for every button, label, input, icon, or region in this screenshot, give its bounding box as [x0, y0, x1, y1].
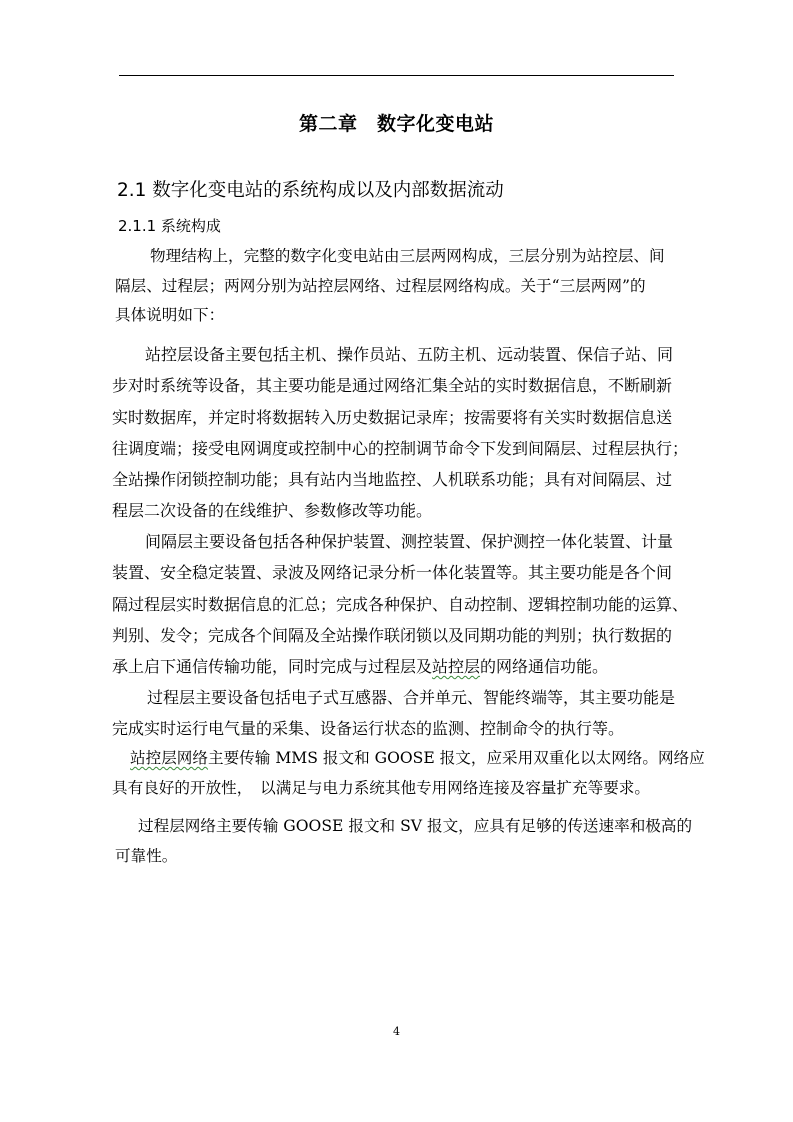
intro-paragraph — [112, 242, 674, 331]
spellcheck-marked-term[interactable]: 站控层网络 — [130, 749, 208, 767]
paragraph-line — [112, 744, 705, 774]
paragraph-line: 具体说明如下： — [115, 306, 225, 324]
paragraph-line: 全站操作闭锁控制功能；具有站内当地监控、人机联系功能；具有对间隔层、过 — [112, 470, 673, 490]
paragraph-line: 过程层主要设备包括电子式互感器、合并单元、智能终端等，其主要功能是 — [147, 688, 676, 707]
station-layer-paragraph — [112, 339, 689, 527]
paragraph-line: 步对时系统等设备，其主要功能是通过网络汇集全站的实时数据信息，不断刷新 — [112, 376, 673, 396]
line-text: 主要传输 MMS 报文和 GOOSE 报文，应采用双重化以太网络。网络应 — [207, 749, 705, 767]
line-text: 承上启下通信传输功能，同时完成与过程层及 — [112, 657, 433, 677]
paragraph-line: 可靠性。 — [115, 846, 178, 865]
paragraph-line-last — [112, 651, 674, 682]
process-layer-paragraph — [112, 682, 674, 745]
paragraph-line: 站控层设备主要包括主机、操作员站、五防主机、远动装置、保信子站、同 — [145, 345, 674, 364]
spellcheck-marked-term[interactable]: 站控层 — [432, 657, 481, 677]
paragraph-line: 具有良好的开放性， 以满足与电力系统其他专用网络连接及容量扩充等要求。 — [112, 778, 650, 797]
process-network-paragraph — [112, 812, 693, 871]
paragraph-line: 间隔层主要设备包括各种保护装置、测控装置、保护测控一体化装置、计量 — [145, 532, 674, 551]
paragraph-line: 程层二次设备的在线维护、参数修改等功能。 — [112, 501, 433, 521]
bay-layer-paragraph — [112, 526, 689, 682]
paragraph-line: 隔层、过程层；两网分别为站控层网络、过程层网络构成。关于“三层两网”的 — [115, 276, 646, 295]
chapter-title: 第二章 数字化变电站 — [298, 113, 494, 135]
page-number: 4 — [393, 1025, 400, 1038]
paragraph-line: 判别、发令；完成各个间隔及全站操作联闭锁以及同期功能的判别；执行数据的 — [112, 625, 673, 645]
paragraph-line: 往调度端；接受电网调度或控制中心的控制调节命令下发到间隔层、过程层执行； — [112, 438, 689, 458]
header-rule — [119, 75, 674, 76]
subsection-heading: 2.1.1 系统构成 — [118, 217, 221, 235]
paragraph-line: 过程层网络主要传输 GOOSE 报文和 SV 报文，应具有足够的传送速率和极高的 — [138, 817, 693, 835]
paragraph-line: 隔过程层实时数据信息的汇总；完成各种保护、自动控制、逻辑控制功能的运算、 — [112, 594, 689, 614]
section-heading: 2.1 数字化变电站的系统构成以及内部数据流动 — [117, 180, 504, 201]
paragraph-line: 装置、安全稳定装置、录波及网络记录分析一体化装置等。其主要功能是各个间 — [112, 563, 673, 583]
paragraph-line: 物理结构上，完整的数字化变电站由三层两网构成，三层分别为站控层、间 — [150, 247, 665, 265]
line-text: 的网络通信功能。 — [480, 657, 609, 677]
station-network-paragraph — [112, 744, 705, 803]
paragraph-line: 完成实时运行电气量的采集、设备运行状态的监测、控制命令的执行等。 — [112, 719, 625, 739]
paragraph-line: 实时数据库，并定时将数据转入历史数据记录库；按需要将有关实时数据信息送 — [112, 407, 673, 427]
